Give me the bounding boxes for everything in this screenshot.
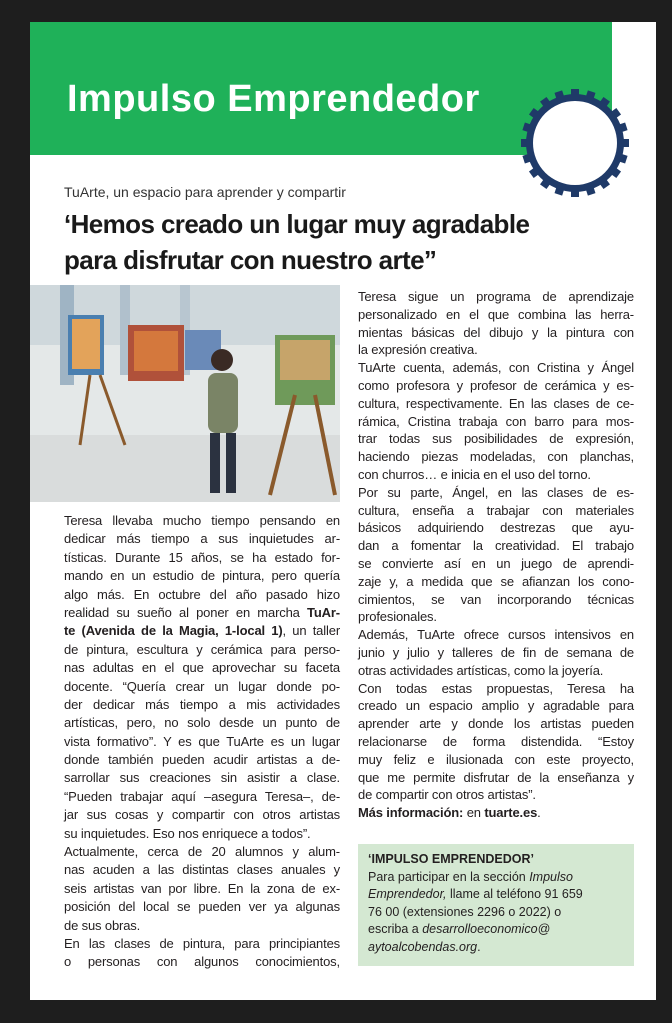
text: creado un espacio amplio y agradable para bbox=[358, 698, 634, 714]
text: Teresa sigue un programa de aprendizaje bbox=[358, 289, 634, 304]
text-line bbox=[358, 662, 634, 680]
text-line bbox=[64, 641, 340, 659]
bold-text: Más información: bbox=[358, 805, 464, 821]
article-kicker: TuArte, un espacio para aprender y compartir bbox=[64, 184, 346, 200]
text: dan a fomentar la creatividad. El trabajo bbox=[358, 538, 634, 554]
text: sarrollar sus creaciones sin asistir a clase. bbox=[64, 770, 340, 786]
info-line bbox=[368, 921, 624, 939]
text-line bbox=[64, 659, 340, 677]
text: tísticas. Durante 15 años, se ha estado for- bbox=[64, 549, 340, 565]
text: cultura, respectivamente. En las clases de ce- bbox=[358, 395, 634, 411]
text-line bbox=[64, 861, 340, 879]
text-line bbox=[64, 714, 340, 732]
text: de sus obras. bbox=[64, 917, 141, 933]
text: de compartir con otros artistas”. bbox=[358, 787, 536, 803]
text: Con todas estas propuestas, Teresa ha bbox=[358, 680, 634, 696]
text-line bbox=[358, 341, 634, 359]
text: TuArte cuenta, además, con Cristina y Ángel bbox=[358, 360, 634, 376]
text: o personas con algunos conocimientos, bbox=[64, 954, 340, 970]
text: profesionales. bbox=[358, 609, 437, 625]
text-line bbox=[64, 696, 340, 714]
text-line bbox=[358, 359, 634, 377]
text-line bbox=[64, 733, 340, 751]
info-box bbox=[358, 844, 634, 966]
text-line bbox=[64, 586, 340, 604]
bold-text: TuAr- bbox=[307, 604, 340, 620]
text-line bbox=[358, 751, 634, 769]
info-text: . bbox=[477, 939, 481, 954]
text-line bbox=[358, 413, 634, 431]
info-text: Para participar en la sección bbox=[368, 869, 530, 884]
text: relacionarse de forma distendida. “Estoy bbox=[358, 733, 634, 749]
text-line bbox=[358, 555, 634, 573]
text-line bbox=[358, 626, 634, 644]
text: en bbox=[463, 805, 485, 821]
text: artísticas, pero, no solo desde un punto de bbox=[64, 715, 340, 731]
article-headline bbox=[64, 206, 529, 278]
text: . bbox=[537, 805, 541, 821]
text-line bbox=[64, 530, 340, 548]
text-line bbox=[358, 502, 634, 520]
info-line bbox=[368, 886, 624, 904]
text-line bbox=[64, 678, 340, 696]
text-line bbox=[358, 395, 634, 413]
text: donde también pueden acudir artistas a de- bbox=[64, 752, 340, 768]
text: otras actividades artísticas, como la joyería. bbox=[358, 662, 604, 678]
text: En las clases de pintura, para principiantes bbox=[64, 935, 340, 951]
info-line bbox=[368, 904, 624, 922]
text: realidad su sueño al poner en marcha bbox=[64, 604, 308, 620]
text: Teresa llevaba mucho tiempo pensando en bbox=[64, 513, 340, 528]
text-line bbox=[358, 804, 634, 822]
text-line bbox=[358, 324, 634, 342]
info-text: 76 00 (extensiones 2296 o 2022) o bbox=[368, 904, 562, 919]
info-line bbox=[368, 869, 624, 887]
text-line bbox=[64, 604, 340, 622]
text: algo más. En octubre del año pasado hizo bbox=[64, 586, 340, 602]
text: junio y julio y talleres de fin de semana de bbox=[358, 644, 634, 660]
text: Actualmente, cerca de 20 alumnos y alum- bbox=[64, 844, 340, 860]
info-box-title: ‘IMPULSO EMPRENDEDOR’ bbox=[368, 852, 534, 866]
article-photo bbox=[30, 285, 340, 502]
text-line bbox=[64, 622, 340, 640]
text: su inquietudes. Eso nos enriquece a todos”. bbox=[64, 825, 311, 841]
text-line bbox=[358, 591, 634, 609]
text-line bbox=[64, 806, 340, 824]
text: “Pueden trabajar aquí –asegura Teresa–, de- bbox=[64, 788, 340, 804]
text: personalizado en el que combina las herra- bbox=[358, 306, 634, 322]
text: rámica, Cristina trabaja con barro para mos- bbox=[358, 413, 634, 429]
text: cimientos, se van incorporando técnicas bbox=[358, 591, 634, 607]
magazine-page bbox=[30, 22, 656, 1000]
gear-icon bbox=[520, 88, 630, 198]
bold-text: te (Avenida de la Magia, 1-local 1) bbox=[64, 623, 283, 639]
text-line bbox=[358, 573, 634, 591]
text: jar sus cosas y compartir con otros artistas bbox=[64, 807, 340, 823]
headline-line: para disfrutar con nuestro arte” bbox=[64, 245, 437, 275]
text: se convierte así en un juego de aprendi- bbox=[358, 555, 634, 571]
text-line bbox=[64, 880, 340, 898]
text: como profesora y profesor de cerámica y es- bbox=[358, 377, 634, 393]
info-text: aytoalcobendas.org bbox=[368, 939, 478, 954]
text-line bbox=[358, 537, 634, 555]
info-text: Emprendedor, bbox=[368, 887, 447, 901]
text-line bbox=[64, 769, 340, 787]
text: Por su parte, Ángel, en las clases de es- bbox=[358, 484, 634, 500]
text-line bbox=[358, 786, 634, 804]
text: der dedicar más tiempo a mis actividades bbox=[64, 696, 340, 712]
text-line bbox=[358, 644, 634, 662]
text-line bbox=[358, 484, 634, 502]
text-line bbox=[64, 843, 340, 861]
text-line bbox=[64, 751, 340, 769]
text: cultura, enseña a trabajar con materiales bbox=[358, 502, 634, 518]
headline-line: ‘Hemos creado un lugar muy agradable bbox=[64, 209, 530, 239]
text: básicos adquiriendo destrezas que ayu- bbox=[358, 520, 634, 536]
text: aprender arte y donde los artistas pueden bbox=[358, 716, 634, 732]
text: nas adultas en el que aprovechar su faceta bbox=[64, 660, 340, 676]
text-line bbox=[64, 788, 340, 806]
info-text: llame al teléfono 91 659 bbox=[446, 887, 583, 901]
text: la expresión creativa. bbox=[358, 342, 478, 358]
text: nas acuden a las distintas clases anuales y bbox=[64, 862, 340, 878]
text-line bbox=[358, 715, 634, 733]
text-line bbox=[64, 898, 340, 916]
text-line bbox=[358, 519, 634, 537]
text: muy feliz e ilusionada con este proyecto, bbox=[358, 751, 634, 767]
text-line bbox=[358, 680, 634, 698]
text: trar todas sus posibilidades de expresión, bbox=[358, 431, 634, 447]
text: zaje y, a medida que se afianzan los cono- bbox=[358, 573, 634, 589]
text: , un taller bbox=[282, 623, 340, 639]
text-line bbox=[358, 288, 634, 306]
text-line bbox=[358, 466, 634, 484]
text-line bbox=[358, 448, 634, 466]
text-line bbox=[64, 549, 340, 567]
text-line bbox=[358, 306, 634, 324]
text-line bbox=[64, 917, 340, 935]
article-column-left bbox=[64, 512, 340, 972]
text: que me permite disfrutar de la enseñanza y bbox=[358, 769, 634, 785]
text: mando en un estudio de pintura, pero quería bbox=[64, 568, 340, 584]
info-text: Impulso bbox=[529, 869, 573, 884]
text: posición del local se pueden ver ya algunas bbox=[64, 899, 340, 915]
info-line bbox=[368, 939, 624, 957]
text: mientas básicas del dibujo y la pintura con bbox=[358, 324, 634, 340]
text-line bbox=[358, 697, 634, 715]
info-text: desarrolloeconomico@ bbox=[422, 922, 551, 936]
text: Además, TuArte ofrece cursos intensivos en bbox=[358, 627, 634, 643]
text-line bbox=[358, 769, 634, 787]
bold-text: tuarte.es bbox=[484, 805, 538, 821]
text-line bbox=[358, 430, 634, 448]
text: dedicar más tiempo a sus inquietudes ar- bbox=[64, 531, 340, 547]
text: de pintura, escultura y cerámica para perso- bbox=[64, 641, 340, 657]
info-text: escriba a bbox=[368, 922, 423, 936]
text: con churros… e inicia en el uso del torno. bbox=[358, 466, 591, 482]
text-line bbox=[64, 825, 340, 843]
text-line bbox=[358, 733, 634, 751]
text: docente. “Quería crear un lugar donde po- bbox=[64, 678, 340, 694]
section-title: Impulso Emprendedor bbox=[67, 78, 480, 120]
text-line bbox=[64, 953, 340, 971]
text: vista formativo”. Y es que TuArte es un lugar bbox=[64, 733, 340, 749]
article-column-right bbox=[358, 288, 634, 822]
text: seis artistas van por libre. En la zona de ex- bbox=[64, 880, 340, 896]
text-line bbox=[64, 512, 340, 530]
text-line bbox=[358, 608, 634, 626]
text-line bbox=[358, 377, 634, 395]
text-line bbox=[64, 935, 340, 953]
text-line bbox=[64, 567, 340, 585]
text: haciendo piezas modeladas, con planchas, bbox=[358, 449, 634, 465]
